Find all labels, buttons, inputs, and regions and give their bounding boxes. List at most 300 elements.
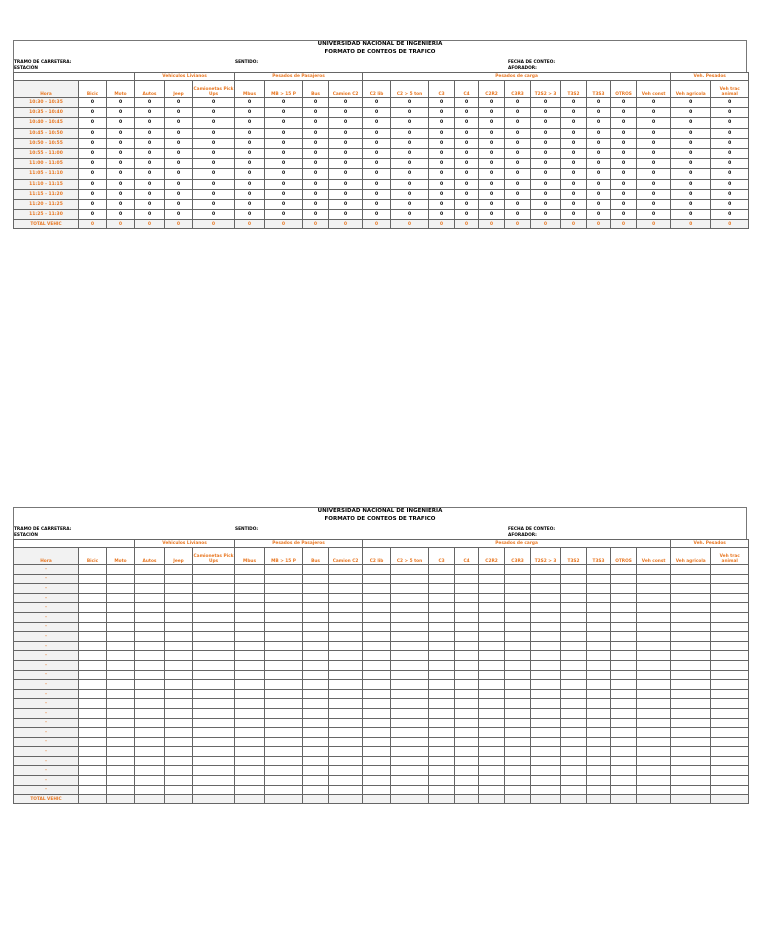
hora-cell: 11:20 - 11:25 bbox=[14, 199, 79, 209]
count-cell bbox=[587, 670, 611, 680]
count-cell bbox=[303, 766, 329, 776]
count-cell bbox=[165, 651, 193, 661]
count-cell: 0 bbox=[505, 159, 531, 169]
count-cell: 0 bbox=[265, 199, 303, 209]
count-cell bbox=[671, 593, 711, 603]
count-cell: 0 bbox=[79, 138, 107, 148]
count-cell: 0 bbox=[711, 108, 749, 118]
count-cell: 0 bbox=[235, 118, 265, 128]
count-cell: 0 bbox=[265, 118, 303, 128]
count-cell: 0 bbox=[587, 169, 611, 179]
count-cell bbox=[79, 776, 107, 786]
count-cell: 0 bbox=[235, 138, 265, 148]
count-cell bbox=[711, 699, 749, 709]
count-cell bbox=[637, 689, 671, 699]
column-header: C2 lib bbox=[363, 81, 391, 98]
column-header: Veh agricola bbox=[671, 81, 711, 98]
count-cell bbox=[165, 766, 193, 776]
count-cell: 0 bbox=[479, 118, 505, 128]
count-cell bbox=[265, 670, 303, 680]
count-cell bbox=[561, 737, 587, 747]
count-cell bbox=[265, 593, 303, 603]
table-row bbox=[14, 159, 749, 169]
column-header: C2R2 bbox=[479, 548, 505, 565]
count-cell: 0 bbox=[429, 169, 455, 179]
count-cell bbox=[303, 651, 329, 661]
count-cell: 0 bbox=[671, 169, 711, 179]
count-cell bbox=[107, 660, 135, 670]
count-cell bbox=[135, 728, 165, 738]
count-cell bbox=[531, 670, 561, 680]
count-cell: 0 bbox=[193, 199, 235, 209]
column-header: Moto bbox=[107, 548, 135, 565]
count-cell: 0 bbox=[235, 210, 265, 220]
count-cell bbox=[637, 766, 671, 776]
count-cell bbox=[611, 660, 637, 670]
total-cell bbox=[587, 795, 611, 804]
count-cell bbox=[107, 785, 135, 795]
count-cell: 0 bbox=[135, 118, 165, 128]
count-cell bbox=[79, 718, 107, 728]
count-cell bbox=[265, 565, 303, 575]
total-cell bbox=[531, 795, 561, 804]
count-cell bbox=[363, 584, 391, 594]
count-cell: 0 bbox=[165, 128, 193, 138]
count-cell bbox=[637, 699, 671, 709]
total-cell bbox=[165, 795, 193, 804]
form-title: FORMATO DE CONTEOS DE TRAFICO bbox=[324, 48, 436, 55]
count-cell: 0 bbox=[561, 128, 587, 138]
count-cell bbox=[303, 718, 329, 728]
count-cell bbox=[165, 747, 193, 757]
count-cell: 0 bbox=[637, 159, 671, 169]
count-cell bbox=[479, 651, 505, 661]
count-cell bbox=[265, 641, 303, 651]
count-cell: 0 bbox=[235, 108, 265, 118]
count-cell: 0 bbox=[329, 118, 363, 128]
count-cell bbox=[265, 766, 303, 776]
column-header: Veh const bbox=[637, 81, 671, 98]
count-cell bbox=[455, 718, 479, 728]
count-cell: 0 bbox=[479, 189, 505, 199]
count-cell: 0 bbox=[391, 148, 429, 158]
count-cell bbox=[363, 708, 391, 718]
count-cell: 0 bbox=[193, 118, 235, 128]
count-cell bbox=[711, 680, 749, 690]
count-cell bbox=[165, 785, 193, 795]
count-cell bbox=[135, 680, 165, 690]
total-cell: 0 bbox=[329, 220, 363, 229]
count-cell bbox=[135, 574, 165, 584]
count-cell: 0 bbox=[637, 118, 671, 128]
count-cell bbox=[455, 747, 479, 757]
count-cell bbox=[671, 776, 711, 786]
count-cell: 0 bbox=[455, 118, 479, 128]
count-cell: 0 bbox=[587, 179, 611, 189]
count-cell: 0 bbox=[671, 148, 711, 158]
count-cell bbox=[429, 766, 455, 776]
count-cell bbox=[193, 641, 235, 651]
count-cell: 0 bbox=[429, 118, 455, 128]
total-cell: 0 bbox=[611, 220, 637, 229]
total-cell: 0 bbox=[391, 220, 429, 229]
count-cell: 0 bbox=[107, 148, 135, 158]
count-cell: 0 bbox=[611, 199, 637, 209]
column-header: C2 > 5 ton bbox=[391, 81, 429, 98]
count-cell: 0 bbox=[505, 138, 531, 148]
count-cell: 0 bbox=[135, 98, 165, 108]
count-cell bbox=[193, 593, 235, 603]
count-cell bbox=[165, 708, 193, 718]
count-cell: 0 bbox=[165, 118, 193, 128]
count-cell bbox=[505, 699, 531, 709]
count-cell bbox=[455, 584, 479, 594]
count-cell bbox=[587, 728, 611, 738]
count-cell bbox=[235, 718, 265, 728]
count-cell: 0 bbox=[637, 148, 671, 158]
count-cell: 0 bbox=[303, 159, 329, 169]
count-cell: 0 bbox=[479, 138, 505, 148]
count-cell bbox=[265, 584, 303, 594]
hora-cell: - bbox=[14, 708, 79, 718]
count-cell bbox=[429, 660, 455, 670]
count-cell bbox=[531, 708, 561, 718]
count-cell bbox=[479, 660, 505, 670]
count-cell bbox=[611, 603, 637, 613]
total-cell: 0 bbox=[165, 220, 193, 229]
count-cell bbox=[671, 785, 711, 795]
count-cell bbox=[671, 660, 711, 670]
count-cell bbox=[429, 776, 455, 786]
count-cell bbox=[165, 603, 193, 613]
count-cell bbox=[587, 574, 611, 584]
count-cell bbox=[587, 603, 611, 613]
count-cell: 0 bbox=[479, 98, 505, 108]
count-cell bbox=[235, 756, 265, 766]
table-row bbox=[14, 776, 749, 786]
count-cell bbox=[429, 593, 455, 603]
count-cell: 0 bbox=[711, 189, 749, 199]
count-cell bbox=[531, 574, 561, 584]
count-cell: 0 bbox=[637, 98, 671, 108]
count-cell bbox=[587, 651, 611, 661]
total-cell: 0 bbox=[79, 220, 107, 229]
column-header: T3S3 bbox=[587, 81, 611, 98]
count-cell bbox=[455, 728, 479, 738]
count-cell bbox=[79, 641, 107, 651]
count-cell: 0 bbox=[531, 108, 561, 118]
count-cell bbox=[391, 728, 429, 738]
count-cell bbox=[531, 747, 561, 757]
count-cell bbox=[429, 680, 455, 690]
count-cell: 0 bbox=[429, 128, 455, 138]
column-header: Camionetas Pick Ups bbox=[193, 548, 235, 565]
count-cell bbox=[611, 776, 637, 786]
count-cell bbox=[637, 584, 671, 594]
column-header: C3R3 bbox=[505, 81, 531, 98]
count-cell bbox=[265, 756, 303, 766]
count-cell bbox=[235, 632, 265, 642]
count-cell bbox=[531, 689, 561, 699]
count-cell bbox=[505, 670, 531, 680]
count-cell: 0 bbox=[479, 210, 505, 220]
count-cell bbox=[165, 728, 193, 738]
count-cell bbox=[637, 574, 671, 584]
total-cell: 0 bbox=[193, 220, 235, 229]
total-cell bbox=[711, 795, 749, 804]
count-cell: 0 bbox=[265, 179, 303, 189]
count-cell bbox=[611, 785, 637, 795]
table-row bbox=[14, 98, 749, 108]
column-header: T2S2 > 3 bbox=[531, 81, 561, 98]
count-cell bbox=[193, 680, 235, 690]
count-cell bbox=[637, 603, 671, 613]
vehicle-group-header: Veh. Pesados bbox=[671, 540, 749, 548]
count-cell bbox=[637, 785, 671, 795]
count-cell bbox=[107, 603, 135, 613]
count-cell bbox=[135, 622, 165, 632]
count-cell bbox=[611, 708, 637, 718]
count-cell: 0 bbox=[135, 179, 165, 189]
count-cell bbox=[429, 584, 455, 594]
count-cell bbox=[135, 670, 165, 680]
count-cell bbox=[587, 776, 611, 786]
count-cell bbox=[135, 699, 165, 709]
count-cell bbox=[79, 632, 107, 642]
count-cell bbox=[107, 593, 135, 603]
count-cell bbox=[193, 660, 235, 670]
count-cell bbox=[455, 680, 479, 690]
count-cell bbox=[79, 689, 107, 699]
count-cell bbox=[79, 651, 107, 661]
count-cell bbox=[303, 574, 329, 584]
count-cell bbox=[479, 699, 505, 709]
count-cell bbox=[587, 632, 611, 642]
count-cell bbox=[561, 747, 587, 757]
count-cell bbox=[165, 593, 193, 603]
count-cell bbox=[671, 632, 711, 642]
count-cell bbox=[107, 718, 135, 728]
count-cell: 0 bbox=[165, 159, 193, 169]
column-header: Bicic bbox=[79, 548, 107, 565]
count-cell bbox=[561, 565, 587, 575]
count-cell bbox=[193, 670, 235, 680]
count-cell bbox=[265, 680, 303, 690]
count-cell bbox=[235, 776, 265, 786]
table-row bbox=[14, 148, 749, 158]
count-cell: 0 bbox=[611, 159, 637, 169]
count-cell bbox=[671, 603, 711, 613]
count-cell bbox=[561, 699, 587, 709]
count-cell bbox=[637, 651, 671, 661]
table-row bbox=[14, 766, 749, 776]
count-cell: 0 bbox=[265, 98, 303, 108]
count-cell bbox=[79, 612, 107, 622]
count-cell bbox=[391, 708, 429, 718]
count-cell bbox=[391, 574, 429, 584]
count-cell bbox=[429, 756, 455, 766]
count-cell: 0 bbox=[531, 199, 561, 209]
hora-cell: - bbox=[14, 584, 79, 594]
count-cell: 0 bbox=[711, 169, 749, 179]
count-cell: 0 bbox=[363, 179, 391, 189]
table-row bbox=[14, 651, 749, 661]
count-cell bbox=[235, 785, 265, 795]
count-cell: 0 bbox=[391, 108, 429, 118]
count-cell: 0 bbox=[135, 148, 165, 158]
count-cell bbox=[303, 785, 329, 795]
university-title: UNIVERSIDAD NACIONAL DE INGENIERIA bbox=[317, 508, 443, 514]
total-cell: 0 bbox=[429, 220, 455, 229]
count-cell: 0 bbox=[429, 199, 455, 209]
count-cell: 0 bbox=[561, 179, 587, 189]
count-cell bbox=[637, 612, 671, 622]
column-header: Bus bbox=[303, 548, 329, 565]
count-cell bbox=[429, 718, 455, 728]
hora-cell: - bbox=[14, 593, 79, 603]
count-cell bbox=[235, 699, 265, 709]
count-cell bbox=[611, 612, 637, 622]
count-cell bbox=[329, 766, 363, 776]
count-cell bbox=[637, 622, 671, 632]
count-cell: 0 bbox=[561, 118, 587, 128]
column-header: Jeep bbox=[165, 81, 193, 98]
count-cell bbox=[455, 766, 479, 776]
count-cell bbox=[671, 565, 711, 575]
form-title: FORMATO DE CONTEOS DE TRAFICO bbox=[324, 515, 436, 522]
count-cell bbox=[711, 776, 749, 786]
count-cell: 0 bbox=[637, 128, 671, 138]
count-cell bbox=[193, 565, 235, 575]
aforador-label: AFORADOR: bbox=[508, 66, 537, 71]
count-cell bbox=[79, 660, 107, 670]
count-cell bbox=[235, 641, 265, 651]
count-cell: 0 bbox=[165, 148, 193, 158]
hora-cell: - bbox=[14, 574, 79, 584]
count-cell: 0 bbox=[671, 179, 711, 189]
count-cell bbox=[165, 632, 193, 642]
count-cell: 0 bbox=[193, 159, 235, 169]
count-cell bbox=[587, 565, 611, 575]
count-cell bbox=[363, 641, 391, 651]
count-cell: 0 bbox=[265, 128, 303, 138]
count-cell bbox=[479, 603, 505, 613]
count-cell: 0 bbox=[429, 179, 455, 189]
group-header-row bbox=[14, 540, 749, 548]
hora-cell: - bbox=[14, 670, 79, 680]
count-cell bbox=[711, 785, 749, 795]
total-cell bbox=[479, 795, 505, 804]
count-cell bbox=[265, 689, 303, 699]
count-cell bbox=[193, 766, 235, 776]
count-cell bbox=[363, 785, 391, 795]
count-cell bbox=[135, 612, 165, 622]
count-cell bbox=[505, 612, 531, 622]
column-header: Moto bbox=[107, 81, 135, 98]
count-cell: 0 bbox=[363, 189, 391, 199]
count-cell bbox=[587, 680, 611, 690]
count-cell bbox=[611, 574, 637, 584]
count-cell bbox=[391, 565, 429, 575]
count-cell bbox=[505, 737, 531, 747]
count-cell bbox=[479, 622, 505, 632]
count-cell: 0 bbox=[79, 148, 107, 158]
count-cell bbox=[329, 651, 363, 661]
count-cell bbox=[363, 593, 391, 603]
count-cell: 0 bbox=[505, 118, 531, 128]
hora-cell: - bbox=[14, 641, 79, 651]
count-cell bbox=[135, 689, 165, 699]
count-cell: 0 bbox=[479, 169, 505, 179]
column-header: Jeep bbox=[165, 548, 193, 565]
hora-cell: - bbox=[14, 612, 79, 622]
count-cell bbox=[531, 728, 561, 738]
count-cell bbox=[79, 766, 107, 776]
count-cell: 0 bbox=[363, 108, 391, 118]
count-cell: 0 bbox=[391, 128, 429, 138]
count-cell bbox=[193, 622, 235, 632]
count-cell bbox=[561, 660, 587, 670]
count-cell bbox=[711, 756, 749, 766]
count-cell: 0 bbox=[531, 148, 561, 158]
count-cell bbox=[165, 689, 193, 699]
count-cell bbox=[479, 680, 505, 690]
count-cell bbox=[561, 756, 587, 766]
vehicle-group-header bbox=[14, 540, 135, 548]
count-cell: 0 bbox=[455, 169, 479, 179]
count-cell bbox=[107, 680, 135, 690]
count-cell bbox=[611, 766, 637, 776]
hora-cell: - bbox=[14, 689, 79, 699]
total-cell: 0 bbox=[671, 220, 711, 229]
count-cell: 0 bbox=[135, 169, 165, 179]
table-row bbox=[14, 670, 749, 680]
count-cell bbox=[235, 728, 265, 738]
count-cell bbox=[671, 622, 711, 632]
total-cell bbox=[505, 795, 531, 804]
count-cell: 0 bbox=[165, 169, 193, 179]
count-cell bbox=[363, 670, 391, 680]
count-cell bbox=[79, 622, 107, 632]
count-cell bbox=[303, 565, 329, 575]
count-cell bbox=[363, 766, 391, 776]
count-cell bbox=[455, 689, 479, 699]
count-cell bbox=[505, 565, 531, 575]
count-cell bbox=[611, 622, 637, 632]
table-row bbox=[14, 737, 749, 747]
count-cell bbox=[391, 747, 429, 757]
count-cell bbox=[531, 680, 561, 690]
count-cell bbox=[561, 574, 587, 584]
count-cell bbox=[429, 641, 455, 651]
hora-cell: - bbox=[14, 747, 79, 757]
count-cell bbox=[329, 708, 363, 718]
count-cell: 0 bbox=[611, 98, 637, 108]
count-cell bbox=[79, 737, 107, 747]
count-cell bbox=[107, 689, 135, 699]
table-row bbox=[14, 612, 749, 622]
count-cell bbox=[303, 728, 329, 738]
count-cell: 0 bbox=[107, 98, 135, 108]
count-cell: 0 bbox=[587, 210, 611, 220]
count-cell bbox=[329, 689, 363, 699]
total-cell bbox=[107, 795, 135, 804]
count-cell bbox=[711, 737, 749, 747]
count-cell bbox=[505, 603, 531, 613]
hora-cell: - bbox=[14, 785, 79, 795]
count-cell bbox=[561, 785, 587, 795]
count-cell: 0 bbox=[711, 159, 749, 169]
